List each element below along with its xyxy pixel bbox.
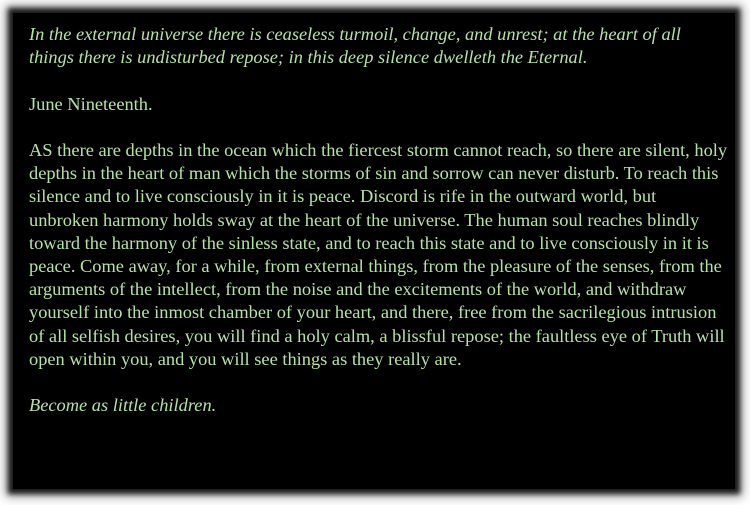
date-heading: June Nineteenth. — [29, 93, 153, 114]
body-paragraph: AS there are depths in the ocean which the fiercest storm cannot reach, so there are silent, holy depths in the heart of man which the storms of sin and sorrow can never disturb. To reach this silence and to live consciously in it is peace. Discord is rife in the outward world, but unbroken harmony holds sway at the heart of the universe. The human soul reaches blindly toward the harmony of the sinless state, and to reach this state and to live consciously in it is peace. Come away, for a while, from external things, from the pleasure of the senses, from the arguments of the intellect, from the noise and the excitements of the world, and withdraw yourself into the inmost chamber of your heart, and there, free from the sacrilegious intrusion of all selfish desires, you will find a holy calm, a blissful repose; the faultless eye of Truth will open within you, and you will see things as they really are. — [29, 139, 728, 369]
closing-line: Become as little children. — [29, 395, 217, 416]
epigraph: In the external universe there is ceaseless turmoil, change, and unrest; at the heart of all things there is undisturbed repose; in this deep silence dwelleth the Eternal. — [29, 24, 681, 68]
passage — [29, 23, 729, 417]
